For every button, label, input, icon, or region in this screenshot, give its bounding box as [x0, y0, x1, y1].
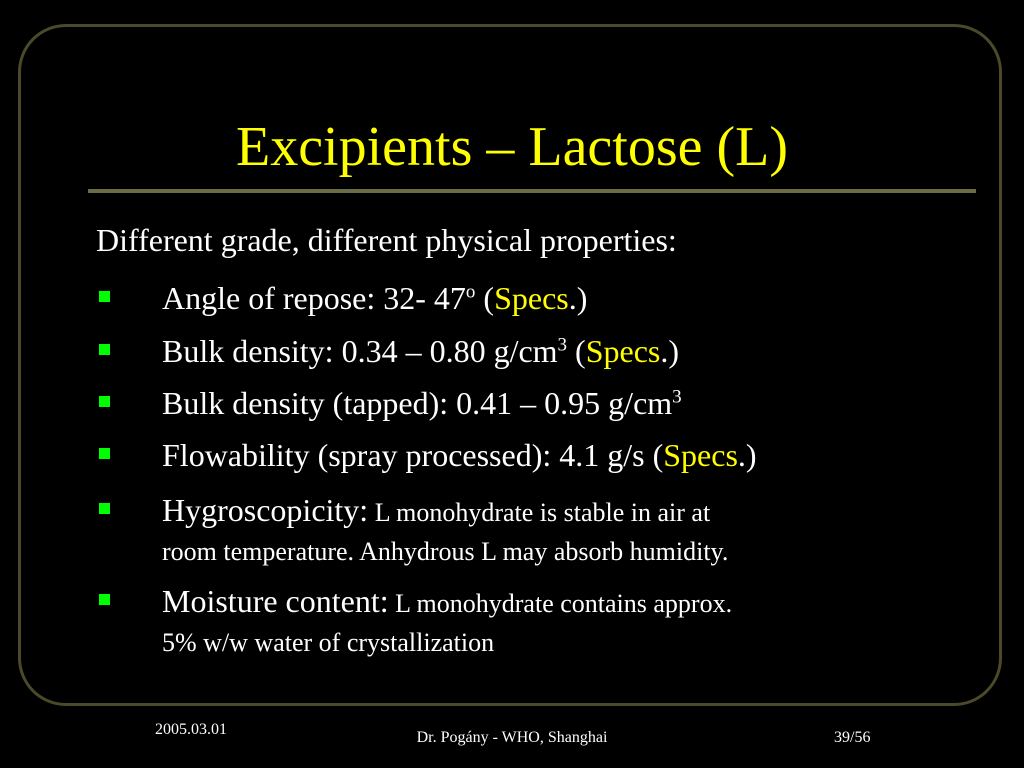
bullet-main-text: Flowability (spray processed): 4.1 g/s ( — [162, 437, 664, 473]
title-divider — [88, 189, 976, 193]
bullet-accent-text: Specs — [663, 437, 738, 473]
bullet-detail: L monohydrate is stable in air at — [368, 498, 711, 527]
bullet-text — [162, 381, 962, 425]
bullet-main-text: Bulk density (tapped): 0.41 – 0.95 g/cm — [162, 385, 673, 421]
intro-text: Different grade, different physical properties: — [96, 222, 677, 258]
bullet-label: Moisture content: — [162, 583, 389, 619]
bullet-detail-line-2: room temperature. Anhydrous L may absorb humidity. — [162, 537, 729, 566]
bullet-open-text: ( — [567, 333, 586, 369]
bullet-square-icon — [99, 594, 110, 605]
bullet-text — [162, 579, 962, 660]
bullet-label: Hygroscopicity: — [162, 492, 369, 528]
bullet-text — [162, 276, 962, 320]
bullet-square-icon — [99, 344, 110, 355]
bullet-main-text: Angle of repose: 32- 47 — [162, 280, 466, 316]
bullet-close-text: .) — [568, 280, 588, 316]
bullet-square-icon — [99, 291, 110, 302]
footer-page-number: 39/56 — [834, 729, 871, 746]
bullet-text — [162, 433, 962, 477]
bullet-detail-line-2: 5% w/w water of crystallization — [162, 628, 495, 657]
slide-title: Excipients – Lactose (L) — [235, 116, 788, 178]
footer-date: 2005.03.01 — [155, 721, 227, 738]
bullet-square-icon — [99, 503, 110, 514]
bullet-open-text: ( — [475, 280, 495, 316]
bullet-close-text: .) — [737, 437, 757, 473]
bullet-accent-text: Specs — [494, 280, 569, 316]
footer-author: Dr. Pogány - WHO, Shanghai — [416, 729, 608, 746]
bullet-detail: L monohydrate contains approx. — [388, 589, 733, 618]
bullet-text — [162, 488, 962, 569]
bullet-square-icon — [99, 396, 110, 407]
bullet-close-text: .) — [660, 333, 680, 369]
bullet-main-text: Bulk density: 0.34 – 0.80 g/cm — [162, 333, 558, 369]
bullet-superscript: 3 — [557, 334, 568, 356]
bullet-square-icon — [99, 448, 110, 459]
bullet-text — [162, 329, 962, 373]
bullet-superscript: o — [465, 281, 476, 303]
bullet-superscript: 3 — [672, 386, 682, 408]
bullet-accent-text: Specs — [585, 333, 661, 369]
